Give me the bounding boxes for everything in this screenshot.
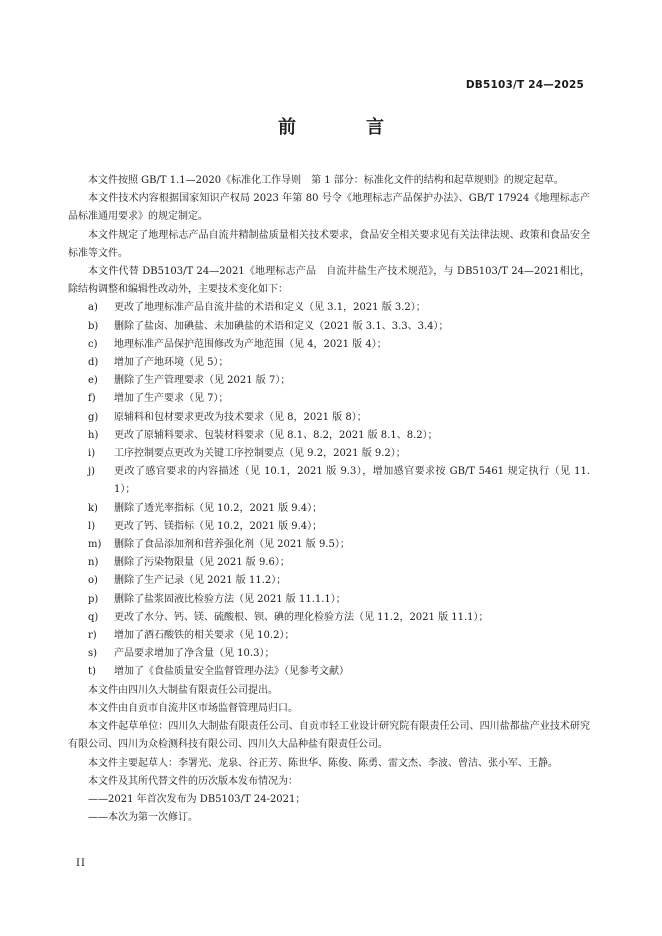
list-item-text: 删除了盐卤、加碘盐、未加碘盐的术语和定义（2021 版 3.1、3.3、3.4）； <box>114 320 449 332</box>
list-item <box>68 445 590 463</box>
history-line: ——2021 年首次发布为 DB5103/T 24-2021； <box>88 793 306 805</box>
list-marker: j) <box>88 466 96 478</box>
list-marker: n) <box>88 557 99 569</box>
list-item <box>68 427 590 445</box>
list-item-text: 增加了产地环境（见 5）； <box>114 357 229 369</box>
list-item <box>68 663 590 681</box>
closing-paragraph: 本文件及其所代替文件的历次版本发布情况为： <box>88 775 298 787</box>
list-item <box>68 336 590 354</box>
list-marker: s) <box>88 648 98 660</box>
list-item <box>68 500 590 518</box>
list-marker: b) <box>88 320 99 332</box>
list-item-text: 工序控制要点更改为关键工序控制要点（见 9.2，2021 版 9.2）； <box>114 448 406 460</box>
history-line: ——本次为第一次修订。 <box>88 812 198 824</box>
list-item <box>68 554 590 572</box>
list-item-text: 删除了盐浆固液比检验方法（见 2021 版 11.1.1）； <box>114 593 346 605</box>
list-item <box>68 354 590 372</box>
list-item-text: 增加了《食盐质量安全监督管理办法》（见参考文献） <box>114 666 349 678</box>
intro-paragraph: 本文件代替 DB5103/T 24—2021《地理标志产品 自流井盐生产技术规范》，与 DB5103/T 24—2021相比，除结构调整和编辑性改动外，主要技术变化如下： <box>68 266 590 296</box>
change-list <box>68 299 590 681</box>
list-item-text: 删除了生产记录（见 2021 版 11.2）； <box>114 575 287 587</box>
list-marker: i) <box>88 448 96 460</box>
closing-paragraph: 本文件起草单位：四川久大制盐有限责任公司、自贡市轻工业设计研究院有限责任公司、四川盐都盐产业技术研究有限公司、四川为众检测科技有限公司、四川久大品种盐有限责任公司。 <box>68 721 590 751</box>
list-marker: k) <box>88 502 98 514</box>
list-item-text: 删除了透光率指标（见 10.2，2021 版 9.4）； <box>114 502 323 514</box>
list-marker: c) <box>88 338 98 350</box>
list-marker: g) <box>88 411 99 423</box>
list-item <box>68 518 590 536</box>
list-marker: o) <box>88 575 98 587</box>
list-item-text: 删除了食品添加剂和营养强化剂（见 2021 版 9.5）； <box>114 539 350 551</box>
page-title: 前 言 <box>278 117 410 138</box>
list-marker: m) <box>88 539 102 551</box>
list-item <box>68 390 590 408</box>
list-marker: r) <box>88 630 97 642</box>
list-marker: t) <box>88 666 96 678</box>
foreword-body <box>68 172 590 827</box>
list-item-text: 更改了原辅料要求、包装材料要求（见 8.1、8.2，2021 版 8.1、8.2）； <box>114 429 438 441</box>
list-item-text: 增加了酒石酸铁的相关要求（见 10.2）； <box>114 630 295 642</box>
list-marker: a) <box>88 302 98 314</box>
intro-paragraph: 本文件技术内容根据国家知识产权局 2023 年第 80 号令《地理标志产品保护办法》、GB/T 17924《地理标志产品标准通用要求》的规定制定。 <box>68 193 590 223</box>
list-marker: e) <box>88 375 98 387</box>
list-item-text: 更改了钙、镁指标（见 10.2，2021 版 9.4）； <box>114 520 323 532</box>
list-marker: l) <box>88 520 96 532</box>
list-item <box>68 299 590 317</box>
list-item <box>68 645 590 663</box>
list-item-text: 更改了水分、钙、镁、硫酸根、钡、碘的理化检验方法（见 11.2，2021 版 11.1）； <box>114 611 489 623</box>
list-item <box>68 609 590 627</box>
intro-paragraph: 本文件按照 GB/T 1.1—2020《标准化工作导则 第 1 部分：标准化文件的结构和起草规则》的规定起草。 <box>88 175 564 186</box>
list-item <box>68 372 590 390</box>
list-item <box>68 627 590 645</box>
closing-paragraph: 本文件由四川久大制盐有限责任公司提出。 <box>88 684 278 696</box>
list-marker: p) <box>88 593 99 605</box>
list-item-text: 产品要求增加了净含量（见 10.3）； <box>114 648 275 660</box>
list-item <box>68 409 590 427</box>
list-item-text: 地理标准产品保护范围修改为产地范围（见 4，2021 版 4）； <box>114 338 387 350</box>
list-item <box>68 318 590 336</box>
list-item-text: 更改了地理标准产品自流井盐的术语和定义（见 3.1，2021 版 3.2）； <box>114 302 426 314</box>
list-marker: d) <box>88 357 99 369</box>
list-item <box>68 591 590 609</box>
list-item-text: 删除了污染物限量（见 2021 版 9.6）； <box>114 557 290 569</box>
list-marker: f) <box>88 393 96 405</box>
list-marker: q) <box>88 611 99 623</box>
list-item <box>68 463 590 499</box>
closing-paragraph: 本文件由自贡市自流井区市场监督管理局归口。 <box>88 702 298 714</box>
list-marker: h) <box>88 429 99 441</box>
list-item-text: 增加了生产要求（见 7）； <box>114 393 229 405</box>
document-number: DB5103/T 24—2025 <box>465 79 584 91</box>
closing-paragraph: 本文件主要起草人：李署光、龙泉、谷正芳、陈世华、陈俊、陈勇、雷文杰、李波、曾洁、张小军、王静。 <box>88 757 558 769</box>
intro-paragraph: 本文件规定了地理标志产品自流井精制盐质量相关技术要求，食品安全相关要求见有关法律法规、政策和食品安全标准等文件。 <box>68 229 590 259</box>
list-item <box>68 572 590 590</box>
list-item-text: 更改了感官要求的内容描述（见 10.1，2021 版 9.3），增加感官要求按 GB/T 5461 规定执行（见 11.1）； <box>114 466 590 496</box>
list-item <box>68 536 590 554</box>
page-number: II <box>76 858 86 869</box>
list-item-text: 原辅料和包材要求更改为技术要求（见 8，2021 版 8）； <box>114 411 367 423</box>
list-item-text: 删除了生产管理要求（见 2021 版 7）； <box>114 375 291 387</box>
